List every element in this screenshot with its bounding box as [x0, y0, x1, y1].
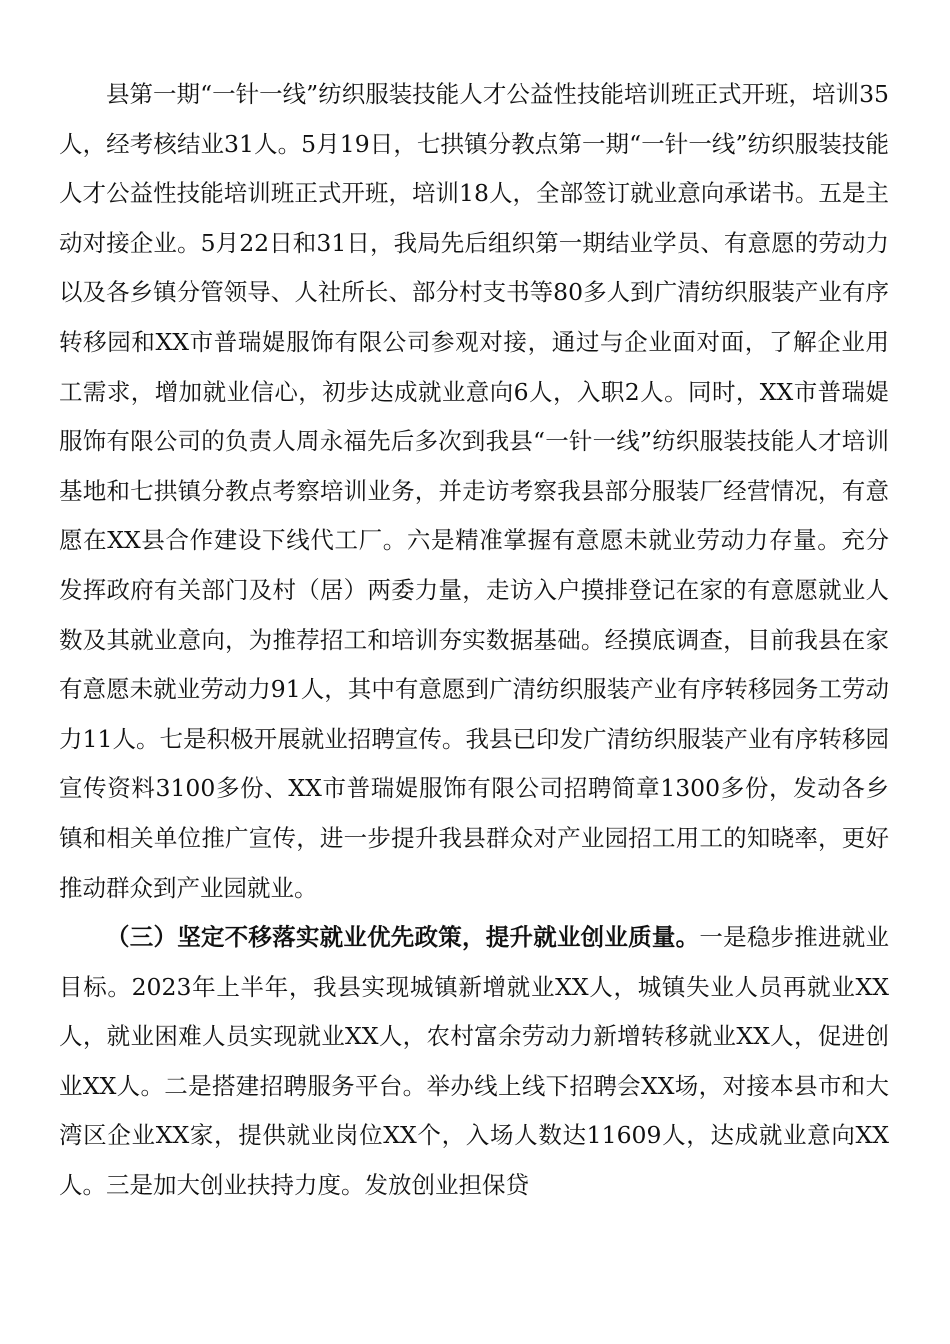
- document-body: [59, 70, 889, 1211]
- paragraph-text: 一是稳步推进就业目标。2023年上半年，我县实现城镇新增就业XX人，城镇失业人员再就业XX人，就业困难人员实现就业XX人，农村富余劳动力新增转移就业XX人，促进创业XX人。二是搭建招聘服务平台。举办线上线下招聘会XX场，对接本县市和大湾区企业XX家，提供就业岗位XX个，入场人数达11609人，达成就业意向XX人。三是加大创业扶持力度。发放创业担保贷: [59, 923, 889, 1200]
- paragraph: [59, 913, 889, 1211]
- section-heading: （三）坚定不移落实就业优先政策，提升就业创业质量。: [106, 923, 700, 952]
- paragraph-text: 县第一期“一针一线”纺织服装技能人才公益性技能培训班正式开班，培训35人，经考核结业31人。5月19日，七拱镇分教点第一期“一针一线”纺织服装技能人才公益性技能培训班正式开班，培训18人，全部签订就业意向承诺书。五是主动对接企业。5月22日和31日，我局先后组织第一期结业学员、有意愿的劳动力以及各乡镇分管领导、人社所长、部分村支书等80多人到广清纺织服装产业有序转移园和XX市普瑞媞服饰有限公司参观对接，通过与企业面对面，了解企业用工需求，增加就业信心，初步达成就业意向6人，入职2人。同时，XX市普瑞媞服饰有限公司的负责人周永福先后多次到我县“一针一线”纺织服装技能人才培训基地和七拱镇分教点考察培训业务，并走访考察我县部分服装厂经营情况，有意愿在XX县合作建设下线代工厂。六是精准掌握有意愿未就业劳动力存量。充分发挥政府有关部门及村（居）两委力量，走访入户摸排登记在家的有意愿就业人数及其就业意向，为推荐招工和培训夯实数据基础。经摸底调查，目前我县在家有意愿未就业劳动力91人，其中有意愿到广清纺织服装产业有序转移园务工劳动力11人。七是积极开展就业招聘宣传。我县已印发广清纺织服装产业有序转移园宣传资料3100多份、XX市普瑞媞服饰有限公司招聘简章1300多份，发动各乡镇和相关单位推广宣传，进一步提升我县群众对产业园招工用工的知晓率，更好推动群众到产业园就业。: [59, 80, 889, 902]
- paragraph: [59, 70, 889, 913]
